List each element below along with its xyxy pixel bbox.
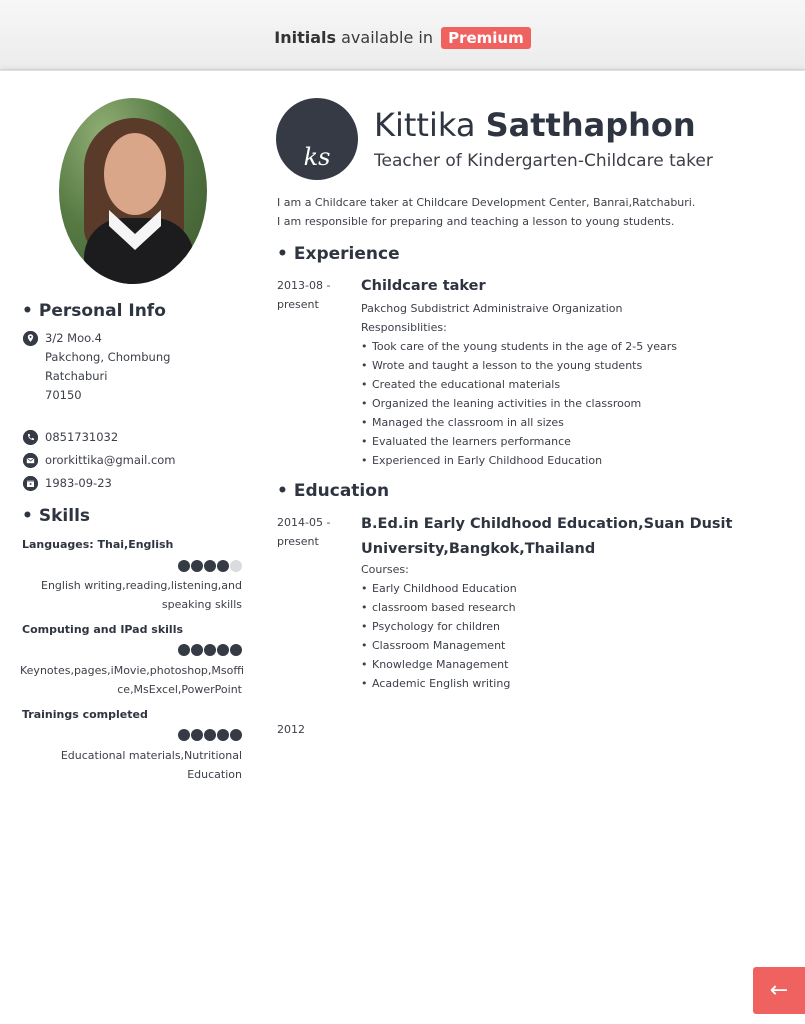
list-item: • Classroom Management <box>361 636 517 655</box>
email-icon <box>23 453 38 468</box>
skill-description <box>20 746 242 784</box>
experience-date <box>277 276 330 314</box>
skill-dot <box>204 644 216 656</box>
skill-dot <box>217 644 229 656</box>
experience-org: Pakchog Subdistrict Administraive Organization <box>361 302 623 315</box>
skill-desc-line: Keynotes,pages,iMovie,photoshop,Msoffi <box>20 664 244 677</box>
skill-dot <box>178 560 190 572</box>
initials-label: Initials <box>274 28 337 47</box>
skill-desc-line: speaking skills <box>161 598 242 611</box>
address-line: 70150 <box>45 388 82 402</box>
initials-avatar[interactable]: ks <box>276 98 358 180</box>
summary-line: I am responsible for preparing and teaching a lesson to young students. <box>277 215 675 228</box>
skill-title: Computing and IPad skills <box>22 623 184 636</box>
skill-dot <box>191 729 203 741</box>
list-item: • Knowledge Management <box>361 655 517 674</box>
responsibilities-list <box>361 337 677 470</box>
list-item: • Created the educational materials <box>361 375 677 394</box>
courses-label: Courses: <box>361 563 409 576</box>
premium-banner <box>0 0 805 70</box>
skill-desc-line: Education <box>187 768 242 781</box>
education-extra-date: 2012 <box>277 723 305 736</box>
skill-description <box>20 661 242 699</box>
experience-details <box>361 299 677 470</box>
job-title: Teacher of Kindergarten-Childcare taker <box>374 151 713 171</box>
courses-list <box>361 579 517 693</box>
experience-heading: • Experience <box>277 244 400 264</box>
education-title-line: University,Bangkok,Thailand <box>361 541 596 557</box>
skill-dot <box>178 644 190 656</box>
full-name <box>374 106 696 144</box>
list-item: • Organized the leaning activities in the classroom <box>361 394 677 413</box>
skill-dot <box>230 644 242 656</box>
list-item: • Academic English writing <box>361 674 517 693</box>
date-end: present <box>277 298 319 311</box>
skill-dot <box>217 560 229 572</box>
experience-title: Childcare taker <box>361 278 486 294</box>
list-item: • Took care of the young students in the age of 2-5 years <box>361 337 677 356</box>
skill-level-dots <box>178 729 242 741</box>
back-button[interactable] <box>753 967 805 1014</box>
skill-title: Trainings completed <box>22 708 148 721</box>
personal-info-heading: • Personal Info <box>22 301 166 321</box>
skill-description <box>20 576 242 614</box>
skill-dot <box>204 729 216 741</box>
available-text: available in <box>341 28 433 47</box>
education-date <box>277 513 330 551</box>
address-line: Ratchaburi <box>45 369 108 383</box>
education-heading: • Education <box>277 481 389 501</box>
skill-title: Languages: Thai,English <box>22 538 174 551</box>
skill-level-dots <box>178 644 242 656</box>
skill-dot <box>204 560 216 572</box>
resume-page <box>0 71 805 1024</box>
summary-line: I am a Childcare taker at Childcare Development Center, Banrai,Ratchaburi. <box>277 196 696 209</box>
skill-dot <box>230 729 242 741</box>
skills-heading: • Skills <box>22 506 90 526</box>
list-item: • Evaluated the learners performance <box>361 432 677 451</box>
list-item: • Psychology for children <box>361 617 517 636</box>
summary <box>277 193 695 231</box>
last-name: Satthaphon <box>485 106 696 144</box>
skill-dot <box>178 729 190 741</box>
premium-badge[interactable]: Premium <box>441 27 531 49</box>
address-line: 3/2 Moo.4 <box>45 331 102 345</box>
responsibilities-label: Responsiblities: <box>361 321 447 334</box>
skill-dot <box>191 644 203 656</box>
date-end: present <box>277 535 319 548</box>
skill-dot <box>230 560 242 572</box>
birthdate: 1983-09-23 <box>45 476 112 490</box>
first-name: Kittika <box>374 106 476 144</box>
phone-icon <box>23 430 38 445</box>
phone-number[interactable]: 0851731032 <box>45 430 119 444</box>
email-address[interactable]: ororkittika@gmail.com <box>45 453 176 467</box>
list-item: • Managed the classroom in all sizes <box>361 413 677 432</box>
skill-desc-line: ce,MsExcel,PowerPoint <box>117 683 242 696</box>
education-title-line: B.Ed.in Early Childhood Education,Suan Dusit <box>361 516 733 532</box>
skill-level-dots <box>178 560 242 572</box>
education-details <box>361 560 517 693</box>
date-start: 2014-05 - <box>277 516 331 529</box>
skill-desc-line: Educational materials,Nutritional <box>60 749 242 762</box>
education-title <box>361 512 732 562</box>
calendar-icon <box>23 476 38 491</box>
profile-photo <box>59 98 207 284</box>
skill-desc-line: English writing,reading,listening,and <box>41 579 242 592</box>
location-pin-icon <box>23 331 38 346</box>
skill-dot <box>191 560 203 572</box>
address-line: Pakchong, Chombung <box>45 350 171 364</box>
list-item: • Early Childhood Education <box>361 579 517 598</box>
date-start: 2013-08 - <box>277 279 331 292</box>
premium-banner-text <box>0 27 805 49</box>
skill-dot <box>217 729 229 741</box>
list-item: • classroom based research <box>361 598 517 617</box>
list-item: • Experienced in Early Childhood Education <box>361 451 677 470</box>
arrow-left-icon: ← <box>769 978 789 1003</box>
list-item: • Wrote and taught a lesson to the young students <box>361 356 677 375</box>
